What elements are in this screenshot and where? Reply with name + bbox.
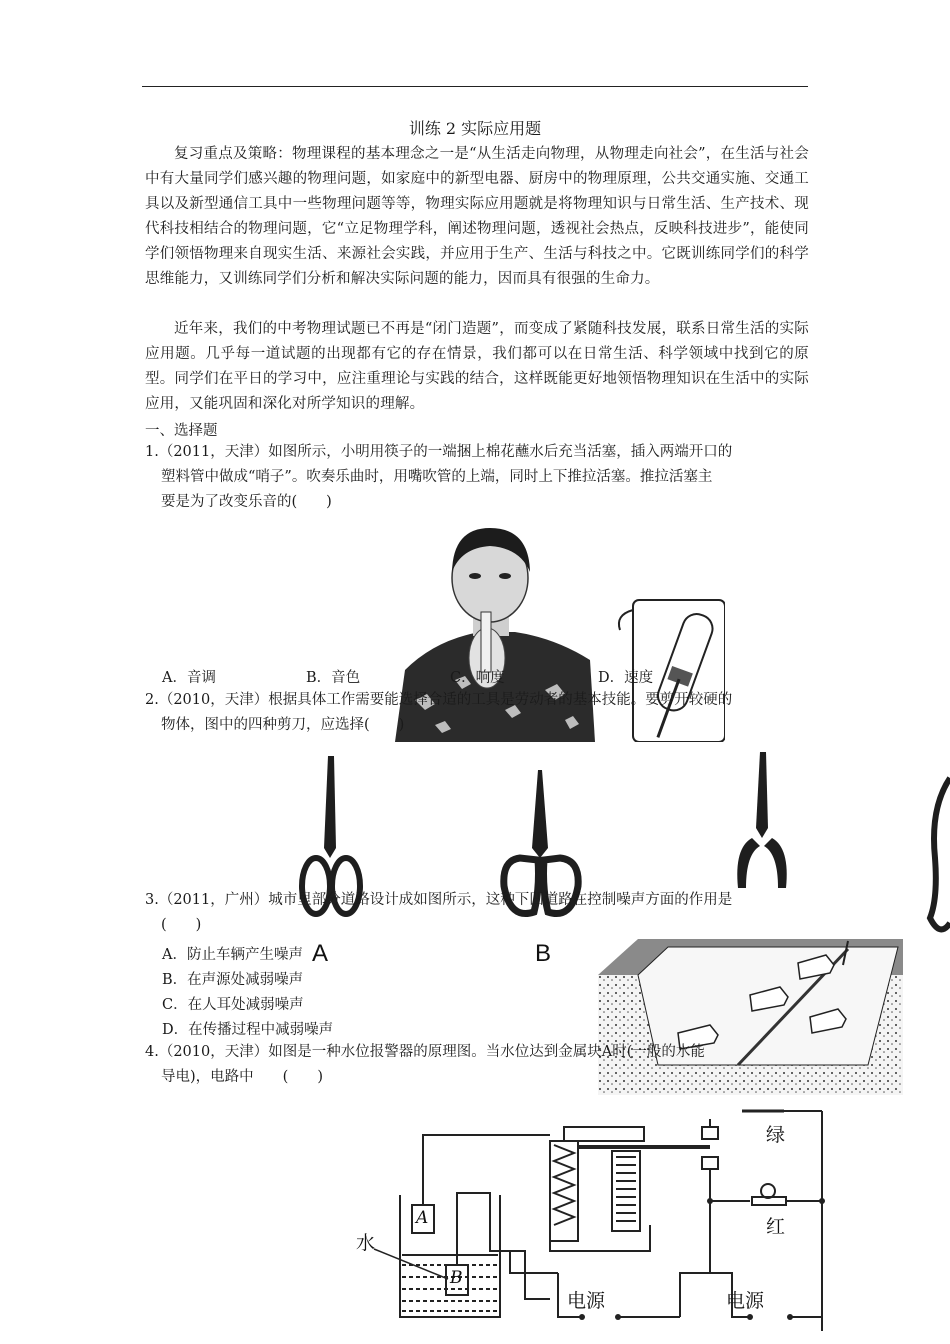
- question-1-line-2: 塑料管中做成“哨子”。吹奏乐曲时，用嘴吹管的上端，同时上下推拉活塞。推拉活塞主: [161, 469, 713, 485]
- page-title: 训练 2 实际应用题: [408, 119, 542, 138]
- intro-paragraph-2: 近年来，我们的中考物理试题已不再是“闭门造题”，而变成了紧随科技发展，联系日常生活的实际应用题。几乎每一道试题的出现都有它的存在情景，我们都可以在日常生活、科学领域中找到它的原型。同学们在平日的学习中，应注重理论与实践的结合，这样既能更好地领悟物理知识在生活中的实际应用，又能巩固和深化对所学知识的理解。: [145, 321, 809, 412]
- circuit-label-b: B: [450, 1268, 463, 1288]
- question-2: [145, 688, 809, 738]
- header-rule: [142, 86, 808, 87]
- question-3: [145, 888, 809, 938]
- question-4: [145, 1040, 809, 1090]
- circuit-label-power-1: 电源: [567, 1290, 606, 1312]
- q3-option-c: C．在人耳处减弱噪声: [162, 997, 304, 1013]
- q1-option-c: C．响度: [450, 670, 505, 686]
- question-4-line-2: 导电)，电路中 ( ): [161, 1069, 323, 1085]
- circuit-label-water: 水: [356, 1232, 376, 1254]
- q1-option-a: A．音调: [162, 670, 216, 686]
- scissors-label-a: A: [312, 940, 329, 967]
- circuit-label-green: 绿: [766, 1124, 786, 1146]
- question-1-line-1: 1.（2011，天津）如图所示，小明用筷子的一端捆上棉花蘸水后充当活塞，插入两端开口的: [145, 444, 733, 460]
- circuit-label-power-2: 电源: [726, 1290, 765, 1312]
- scissors-c: [737, 752, 786, 888]
- question-1-line-3: 要是为了改变乐音的( ): [161, 494, 332, 510]
- scissors-label-b: B: [535, 940, 552, 967]
- circuit-label-red: 红: [766, 1216, 786, 1238]
- section-heading: 一、选择题: [145, 423, 218, 439]
- scissors-d: [930, 778, 950, 929]
- question-4-line-1: 4.（2010，天津）如图是一种水位报警器的原理图。当水位达到金属块A时(一般的水能: [145, 1044, 705, 1060]
- intro-paragraph-1: 复习重点及策略：物理课程的基本理念之一是“从生活走向物理，从物理走向社会”，在生活与社会中有大量同学们感兴趣的物理问题，如家庭中的新型电器、厨房中的物理原理，公共交通实施、交通工具以及新型通信工具中一些物理问题等等，物理实际应用题就是将物理知识与日常生活、生产技术、现代科技相结合的物理问题，它“立足物理学科，阐述物理问题，透视社会热点，反映科技进步”，能使同学们领悟物理来自现实生活、来源社会实践，并应用于生产、生活与科技之中。它既训练同学们的科学思维能力，又训练同学们分析和解决实际问题的能力，因而具有很强的生命力。: [145, 146, 809, 287]
- question-3-line-1: 3.（2011，广州）城市里部分道路设计成如图所示，这种下凹道路在控制噪声方面的作用是: [145, 892, 733, 908]
- question-3-line-2: ( ): [161, 917, 202, 933]
- question-2-line-2: 物体，图中的四种剪刀，应选择( ): [161, 717, 405, 733]
- q3-option-a: A．防止车辆产生噪声: [162, 947, 303, 963]
- q3-option-b: B．在声源处减弱噪声: [162, 972, 304, 988]
- q3-option-d: D．在传播过程中减弱噪声: [162, 1022, 334, 1038]
- question-1: [145, 440, 809, 515]
- q1-option-b: B．音色: [306, 670, 361, 686]
- circuit-label-a: A: [416, 1208, 429, 1228]
- q1-option-d: D．速度: [598, 670, 654, 686]
- question-2-line-1: 2.（2010，天津）根据具体工作需要能选择合适的工具是劳动者的基本技能。要剪开较硬的: [145, 692, 733, 708]
